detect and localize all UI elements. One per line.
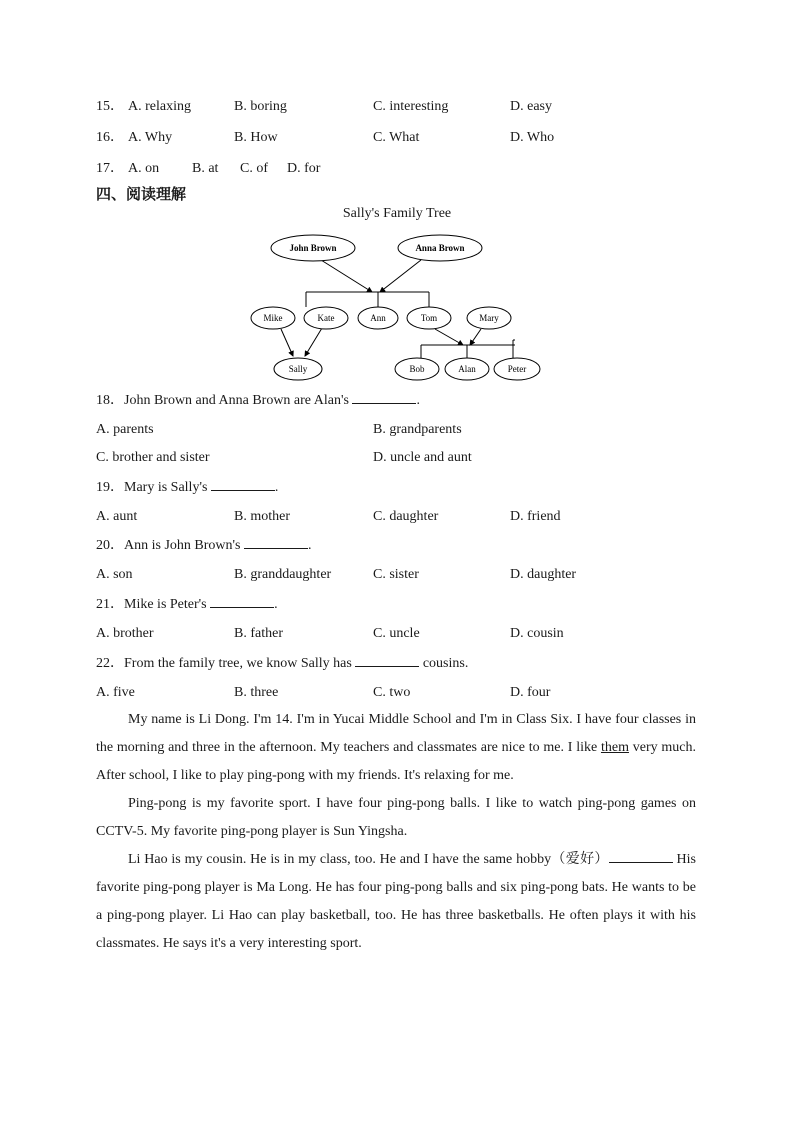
option-b: B. granddaughter bbox=[234, 567, 332, 582]
question-stem: From the family tree, we know Sally has bbox=[124, 656, 356, 671]
label-anna-brown: Anna Brown bbox=[415, 243, 465, 253]
label-mary: Mary bbox=[479, 313, 499, 323]
question-19 bbox=[96, 476, 706, 498]
option-c: C. sister bbox=[373, 567, 419, 582]
question-number: 17． bbox=[96, 161, 124, 176]
question-stem-end: . bbox=[416, 393, 420, 408]
option-b: B. mother bbox=[234, 509, 290, 524]
question-number: 19． bbox=[96, 480, 124, 495]
family-tree-title: Sally's Family Tree bbox=[342, 206, 452, 221]
question-stem-end: . bbox=[274, 597, 278, 612]
label-john-brown: John Brown bbox=[289, 243, 337, 253]
option-d: D. uncle and aunt bbox=[373, 450, 472, 465]
question-19-options bbox=[96, 506, 706, 528]
question-stem-end: . bbox=[307, 538, 312, 553]
option-c: C. two bbox=[373, 685, 411, 700]
option-d: D. Who bbox=[510, 130, 555, 145]
question-15 bbox=[96, 96, 706, 118]
option-b: B. grandparents bbox=[373, 422, 462, 437]
option-a: A. five bbox=[96, 685, 135, 700]
option-b: B. at bbox=[192, 161, 219, 176]
option-b: B. father bbox=[234, 626, 283, 641]
answer-blank[interactable] bbox=[355, 652, 419, 667]
question-21-options bbox=[96, 623, 706, 645]
answer-blank[interactable] bbox=[352, 389, 416, 404]
answer-blank[interactable] bbox=[211, 476, 275, 491]
option-c: C. daughter bbox=[373, 509, 439, 524]
answer-blank[interactable] bbox=[244, 534, 308, 549]
edge-mary bbox=[470, 329, 481, 345]
option-d: D. cousin bbox=[510, 626, 564, 641]
question-21 bbox=[96, 593, 706, 615]
option-c: C. uncle bbox=[373, 626, 420, 641]
question-number: 16． bbox=[96, 130, 124, 145]
passage-paragraph-1: My name is Li Dong. I'm 14. I'm in Yucai Middle School and I'm in Class Six. I have four classes in the morning and three in the afternoon. My teachers and classmates are nice to me. I like them very much. After school, I like to play ping-pong with my friends. It's relaxing for me. bbox=[96, 712, 696, 783]
label-sally: Sally bbox=[288, 364, 308, 374]
question-stem-end: cousins. bbox=[419, 656, 469, 671]
option-d: D. four bbox=[510, 685, 551, 700]
answer-blank[interactable] bbox=[210, 593, 274, 608]
option-d: D. friend bbox=[510, 509, 561, 524]
section-heading: 四、阅读理解 bbox=[96, 185, 187, 203]
question-number: 21． bbox=[96, 597, 124, 612]
option-a: A. aunt bbox=[96, 509, 138, 524]
label-alan: Alan bbox=[458, 364, 476, 374]
option-c: C. interesting bbox=[373, 99, 449, 114]
question-number: 18． bbox=[96, 393, 124, 408]
answer-blank[interactable] bbox=[609, 848, 673, 863]
question-20 bbox=[96, 534, 706, 556]
question-18-options-1 bbox=[96, 419, 706, 441]
question-18-options-2 bbox=[96, 447, 706, 469]
family-tree-diagram bbox=[245, 228, 550, 384]
option-b: B. boring bbox=[234, 99, 287, 114]
underlined-word: them bbox=[600, 740, 629, 755]
question-stem: Mary is Sally's bbox=[124, 480, 211, 495]
question-stem: Mike is Peter's bbox=[124, 597, 211, 612]
edge-anna bbox=[380, 260, 421, 292]
option-a: A. relaxing bbox=[128, 99, 191, 114]
label-peter: Peter bbox=[507, 364, 527, 374]
option-a: A. parents bbox=[96, 422, 154, 437]
question-number: 22． bbox=[96, 656, 124, 671]
question-stem: John Brown and Anna Brown are Alan's bbox=[124, 393, 353, 408]
option-c: C. brother and sister bbox=[96, 450, 210, 465]
option-a: A. on bbox=[128, 161, 160, 176]
passage-paragraph-3: Li Hao is my cousin. He is in my class, too. He and I have the same hobby（爱好） His favorite ping-pong player is Ma Long. He has four ping-pong balls and six ping-pong bats. He wants to be a ping-pong player. Li Hao can play basketball, too. He has three basketballs. He often plays it with his classmates. He says it's a very interesting sport. bbox=[96, 846, 696, 958]
edge-kate bbox=[305, 328, 322, 356]
passage-paragraph-2: Ping-pong is my favorite sport. I have four ping-pong balls. I like to watch ping-pong games on CCTV-5. My favorite ping-pong player is Sun Yingsha. bbox=[96, 796, 696, 839]
reading-passage bbox=[96, 706, 696, 958]
edge-tom bbox=[435, 329, 463, 345]
option-d: D. easy bbox=[510, 99, 552, 114]
question-22-options bbox=[96, 682, 706, 704]
label-tom: Tom bbox=[420, 313, 438, 323]
edge-mike bbox=[281, 329, 293, 356]
option-a: A. brother bbox=[96, 626, 154, 641]
edge-john bbox=[321, 260, 372, 292]
question-stem-end: . bbox=[274, 480, 279, 495]
option-b: B. three bbox=[234, 685, 279, 700]
question-18 bbox=[96, 389, 706, 411]
label-kate: Kate bbox=[317, 313, 335, 323]
option-c: C. What bbox=[373, 130, 420, 145]
option-c: C. of bbox=[240, 161, 268, 176]
option-a: A. son bbox=[96, 567, 133, 582]
question-16 bbox=[96, 127, 706, 149]
option-a: A. Why bbox=[128, 130, 173, 145]
option-d: D. daughter bbox=[510, 567, 577, 582]
option-b: B. How bbox=[234, 130, 278, 145]
question-stem: Ann is John Brown's bbox=[124, 538, 244, 553]
label-ann: Ann bbox=[370, 313, 386, 323]
question-number: 15． bbox=[96, 99, 124, 114]
label-mike: Mike bbox=[263, 313, 283, 323]
question-17 bbox=[96, 158, 706, 180]
question-20-options bbox=[96, 564, 706, 586]
question-number: 20． bbox=[96, 538, 124, 553]
option-d: D. for bbox=[287, 161, 321, 176]
label-bob: Bob bbox=[409, 364, 425, 374]
question-22 bbox=[96, 652, 706, 674]
